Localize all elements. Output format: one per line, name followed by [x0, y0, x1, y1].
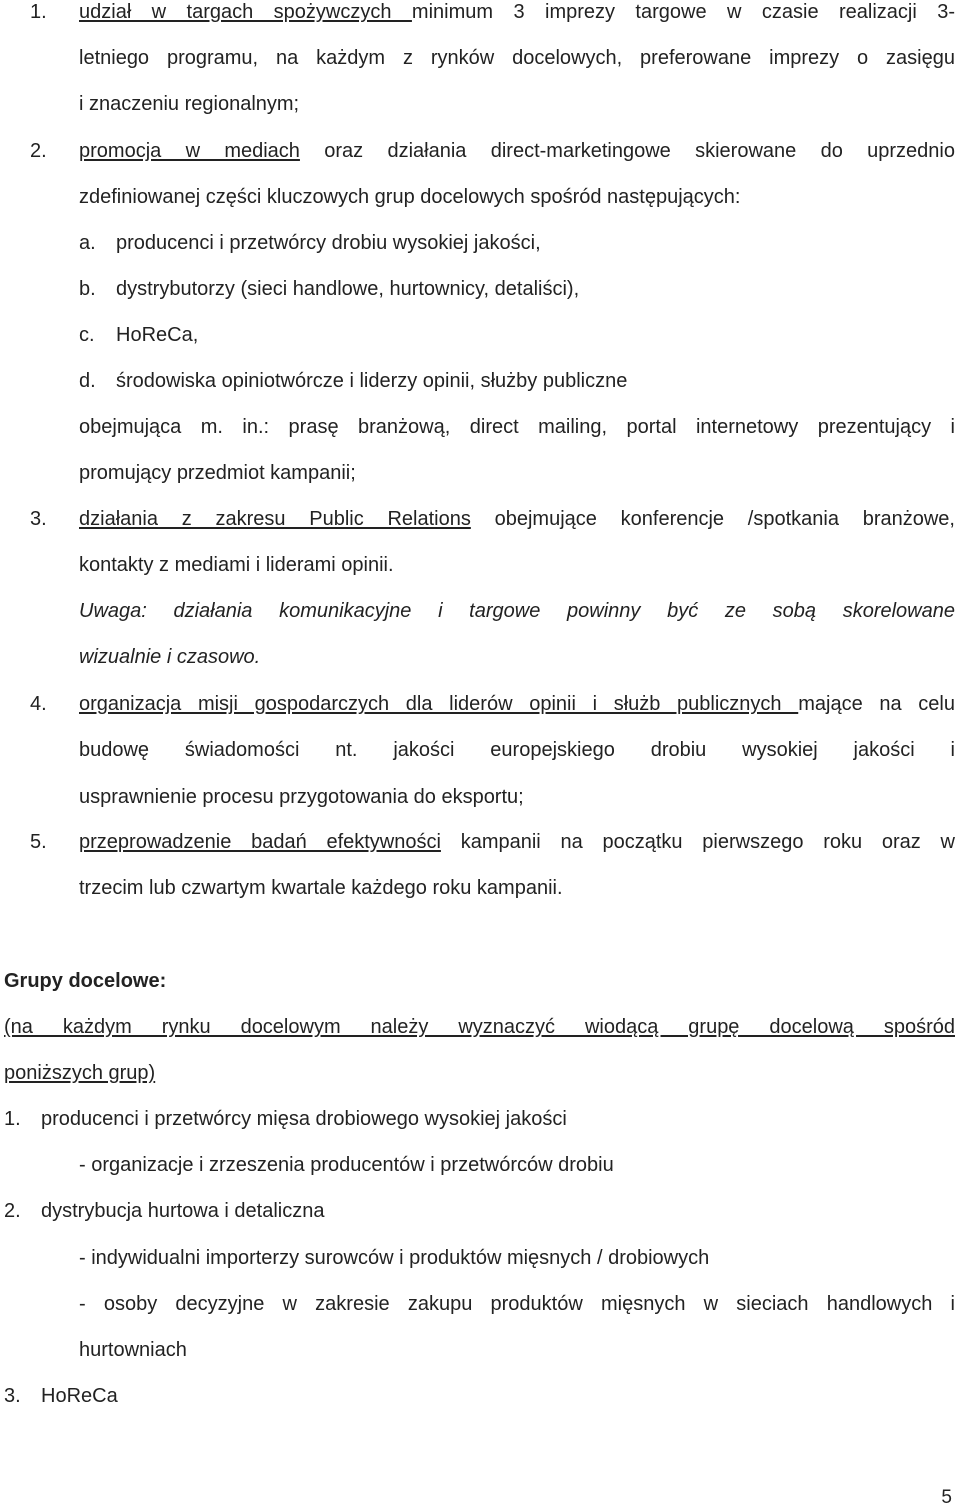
- group-sub-item: - indywidualni importerzy surowców i produktów mięsnych / drobiowych: [79, 1247, 710, 1269]
- group-number: 1.: [4, 1108, 21, 1130]
- sub-letter: d.: [79, 370, 96, 392]
- item-4-line-3: usprawnienie procesu przygotowania do eksportu;: [79, 786, 524, 808]
- group-text: dystrybucja hurtowa i detaliczna: [41, 1200, 325, 1222]
- item-2-line-2: zdefiniowanej części kluczowych grup docelowych spośród następujących:: [79, 186, 741, 208]
- list-number: 2.: [30, 140, 47, 162]
- item-4-line-2: budowę świadomości nt. jakości europejskiego drobiu wysokiej jakości i: [79, 739, 955, 761]
- group-number: 3.: [4, 1385, 21, 1407]
- item-1-line-1: udział w targach spożywczych minimum 3 imprezy targowe w czasie realizacji 3-: [79, 1, 956, 23]
- item-4-link-text: organizacja misji gospodarczych dla liderów opinii i służb publicznych: [79, 693, 799, 715]
- sub-letter: a.: [79, 232, 96, 254]
- sub-item-text: środowiska opiniotwórcze i liderzy opinii, służby publiczne: [116, 370, 628, 392]
- list-number: 4.: [30, 693, 47, 715]
- item-4-line-1: organizacja misji gospodarczych dla liderów opinii i służb publicznych mające na celu: [79, 693, 955, 715]
- note-line-1: Uwaga: działania komunikacyjne i targowe powinny być ze sobą skorelowane: [79, 600, 955, 622]
- item-2-tail-line-2: promujący przedmiot kampanii;: [79, 462, 356, 484]
- groups-intro-line-2: poniższych grup): [4, 1062, 156, 1084]
- group-sub-item: - organizacje i zrzeszenia producentów i przetwórców drobiu: [79, 1154, 614, 1176]
- item-2-tail-line-1: obejmująca m. in.: prasę branżową, direct mailing, portal internetowy prezentujący i: [79, 416, 955, 438]
- sub-letter: b.: [79, 278, 96, 300]
- item-3-line-2: kontakty z mediami i liderami opinii.: [79, 554, 394, 576]
- group-sub-item: - osoby decyzyjne w zakresie zakupu produktów mięsnych w sieciach handlowych i: [79, 1293, 955, 1315]
- section-heading: Grupy docelowe:: [4, 970, 167, 992]
- item-3-link-text: działania z zakresu Public Relations: [79, 508, 471, 530]
- item-3-line-1: działania z zakresu Public Relations obejmujące konferencje /spotkania branżowe,: [79, 508, 955, 530]
- list-number: 1.: [30, 1, 47, 23]
- groups-intro-line-1: (na każdym rynku docelowym należy wyznaczyć wiodącą grupę docelową spośród: [4, 1016, 955, 1038]
- page-number: 5: [941, 1487, 952, 1508]
- item-1-line-3: i znaczeniu regionalnym;: [79, 93, 300, 115]
- group-sub-item-continuation: hurtowniach: [79, 1339, 187, 1361]
- item-2-line-1: promocja w mediach oraz działania direct-marketingowe skierowane do uprzednio: [79, 140, 955, 162]
- group-text: producenci i przetwórcy mięsa drobiowego wysokiej jakości: [41, 1108, 567, 1130]
- item-1-line-2: letniego programu, na każdym z rynków docelowych, preferowane imprezy o zasięgu: [79, 47, 955, 69]
- item-1-link-text: udział w targach spożywczych: [79, 1, 412, 23]
- sub-item-text: dystrybutorzy (sieci handlowe, hurtownicy, detaliści),: [116, 278, 580, 300]
- list-number: 5.: [30, 831, 47, 853]
- item-5-line-2: trzecim lub czwartym kwartale każdego roku kampanii.: [79, 877, 563, 899]
- group-text: HoReCa: [41, 1385, 118, 1407]
- group-number: 2.: [4, 1200, 21, 1222]
- sub-item-text: HoReCa,: [116, 324, 199, 346]
- sub-item-text: producenci i przetwórcy drobiu wysokiej jakości,: [116, 232, 541, 254]
- item-2-link-text: promocja w mediach: [79, 140, 300, 162]
- item-5-link-text: przeprowadzenie badań efektywności: [79, 831, 441, 853]
- item-5-line-1: przeprowadzenie badań efektywności kampanii na początku pierwszego roku oraz w: [79, 831, 955, 853]
- sub-letter: c.: [79, 324, 95, 346]
- note-line-2: wizualnie i czasowo.: [79, 646, 261, 668]
- list-number: 3.: [30, 508, 47, 530]
